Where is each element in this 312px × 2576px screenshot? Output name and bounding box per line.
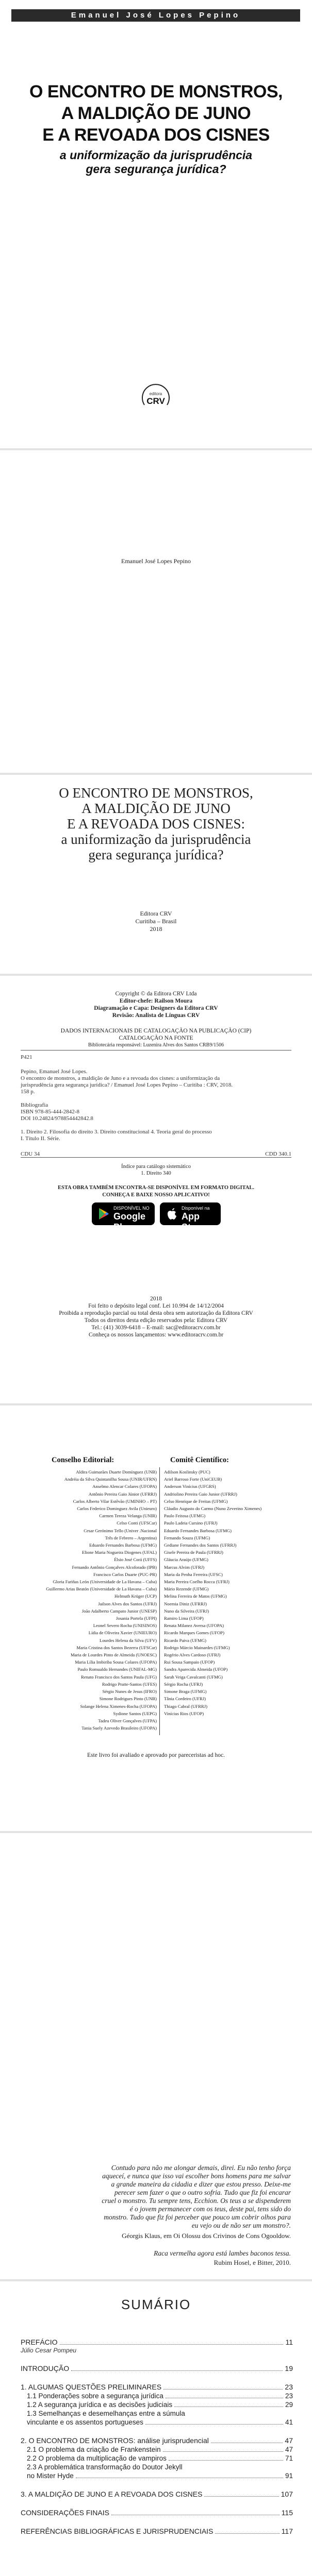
editorial-member: Tadeu Oliver Gonçalves (UFPA)	[98, 1718, 157, 1723]
title-page	[0, 775, 312, 974]
editorial-member: Guillermo Arias Beatón (Universidade de La Havana – Cuba)	[46, 1586, 157, 1592]
editorial-member: Rodrigo Pratte-Santos (UFES)	[102, 1681, 157, 1687]
scientific-member: Anderson Vinícius (UFGRS)	[164, 1484, 216, 1489]
footer-website: Conheça os nossos lançamentos: www.editoracrv.com.br	[88, 1332, 224, 1338]
title-place: Curitiba – Brasil	[135, 918, 177, 925]
editorial-member: Cesar Gerónimo Tello (Univer .Nacional	[84, 1528, 157, 1533]
editorial-member: Andréia da Silva Quintanilha Sousa (UNIR/UFRN)	[64, 1477, 157, 1482]
scientific-member: Thiago Cabral (UFRRJ)	[164, 1703, 207, 1709]
cip-body-line	[21, 1095, 291, 1102]
scientific-member: Rui Sousa Sampaio (UFOP)	[164, 1659, 215, 1665]
toc-entry-page: 23	[285, 2392, 293, 2400]
toc-entry-page: 47	[285, 2446, 293, 2453]
toc-entry-label: 1.1 Ponderações sobre a segurança jurídica	[27, 2392, 163, 2400]
cover-page	[0, 0, 312, 448]
cip-body-line: Pepino, Emanuel José Lopes.	[21, 1069, 88, 1075]
app-store-caption: Disponível na	[182, 1206, 210, 1211]
epigraph-page	[0, 1833, 312, 2279]
cip-body-line: jurisprudência gera segurança jurídica? / Emanuel José Lopes Pepino – Curitiba : CRV, 2018.	[21, 1082, 233, 1088]
half-title-author: Emanuel José Lopes Pepino	[121, 557, 191, 565]
footer-contact: Tel.: (41) 3039-6418 – E-mail: sac@editoracrv.com.br	[91, 1325, 221, 1331]
editorial-member: Jailson Alves dos Santos (UFRJ)	[98, 1601, 157, 1606]
editorial-member: Sydione Santos (UEPG)	[113, 1710, 157, 1716]
toc-entry[interactable]	[21, 2445, 293, 2454]
cip-body-line: ISBN 978-85-444-2842-8	[21, 1109, 79, 1115]
scientific-member: Sérgio Rocha (UFRJ)	[164, 1681, 203, 1687]
google-play-caption: DISPONÍVEL NO	[113, 1206, 150, 1211]
scientific-member: Paulo Feitosa (UFMG)	[164, 1513, 206, 1519]
toc-entry-page: 11	[285, 2338, 293, 2346]
toc-entry-page: 29	[285, 2401, 293, 2409]
cover-title-line-1: O ENCONTRO DE MONSTROS,	[29, 82, 283, 101]
digital-line-2: CONHEÇA E BAIXE NOSSO APLICATIVO!	[102, 1192, 210, 1198]
toc-entry-label: PREFÁCIO	[21, 2338, 58, 2346]
toc-entry-page: 107	[281, 2490, 293, 2498]
copyright-line-3: Diagramação e Capa: Designers da Editora CRV	[94, 1005, 218, 1011]
index-line-1: Índice para catálogo sistemático	[121, 1164, 191, 1170]
copyright-line-4: Revisão: Analista de Línguas CRV	[112, 1012, 200, 1019]
toc-entry[interactable]	[21, 2383, 293, 2392]
cip-body-line: 158 p.	[21, 1089, 35, 1095]
scientific-member: Adilson Koslinsky (PUC)	[164, 1469, 210, 1475]
logo-top-text: editora	[149, 392, 162, 396]
scientific-member: Eduardo Fernandes Barbosa (UFMG)	[164, 1528, 232, 1533]
summary-title: SUMÁRIO	[121, 2297, 191, 2312]
scientific-member: Ricardo Paiva (UFMG)	[164, 1637, 207, 1643]
editorial-member: Simone Rodrigues Pinto (UNB)	[99, 1696, 157, 1702]
title-line-5: gera segurança jurídica?	[88, 847, 224, 862]
scientific-committee-list	[164, 1468, 288, 1717]
scientific-member: Celso Henrique de Freitas (UFMG)	[164, 1498, 228, 1504]
toc-entry-label: INTRODUÇÃO	[21, 2364, 70, 2372]
toc-entry-label: 1. ALGUMAS QUESTÕES PRELIMINARES	[21, 2383, 162, 2391]
editorial-member: Elione Maria Nogueira Diogenes (UFAL)	[81, 1550, 157, 1555]
toc-entry-page: 117	[281, 2527, 293, 2535]
author-band: Emanuel José Lopes Pepino	[11, 9, 300, 22]
scientific-member: Gisele Pereira de Paula (UFRRJ)	[164, 1550, 223, 1555]
editorial-member: Helmuth Krüger (UCP)	[114, 1594, 157, 1599]
editorial-member: Aldira Guimarães Duarte Domínguez (UNB)	[76, 1469, 157, 1475]
editorial-member: Três de Febrero – Argentina)	[105, 1535, 157, 1540]
toc-entry-author: Júlio Cesar Pompeu	[21, 2347, 77, 2354]
scientific-member: Melina Ferreira de Matos (UFMG)	[164, 1594, 227, 1599]
editorial-member: Anselmo Alencar Colares (UFOPA)	[92, 1484, 157, 1489]
cip-body-line: I. Título II. Série.	[21, 1136, 60, 1142]
toc-entry[interactable]	[21, 2509, 293, 2517]
toc-entry-label: 2.1 O problema da criação de Frankenstein	[27, 2446, 161, 2453]
scientific-committee-title: Comitê Científico:	[170, 1456, 229, 1464]
google-play-icon	[97, 1207, 110, 1221]
editorial-member: Lídia de Oliveira Xavier (UNIEURO)	[88, 1630, 157, 1636]
cip-title: DADOS INTERNACIONAIS DE CATALOGAÇÃO NA PUBLICAÇÃO (CIP)	[60, 1028, 252, 1034]
toc-entry-page: 115	[281, 2509, 293, 2517]
cover-title-line-3: E A REVOADA DOS CISNES	[42, 125, 270, 145]
title-year: 2018	[150, 925, 162, 933]
editorial-member: Francisco Carlos Duarte (PUC-PR)	[93, 1571, 157, 1577]
toc-entry[interactable]	[21, 2490, 293, 2499]
toc-entry[interactable]	[21, 2400, 293, 2409]
scientific-member: Gláucia Araújo (UFMG)	[164, 1557, 208, 1563]
google-play-button[interactable]	[92, 1202, 155, 1232]
toc-entry[interactable]	[21, 2418, 293, 2427]
epigraph-line: perecer sem fazer o que o outro sofria. Tudo que fiz foi encarar	[114, 2189, 291, 2196]
toc-entry-page: 91	[285, 2472, 293, 2480]
scientific-member: Rogério Alves Cardoso (UFRJ)	[164, 1652, 221, 1658]
editorial-member: Eduardo Fernandes Barbosa (UFMG)	[89, 1543, 157, 1548]
cip-body-line: 1. Direito 2. Filosofia do direito 3. Direito constitucional 4. Teoria geral do processo	[21, 1129, 212, 1135]
index-line-2: 1. Direito 340	[141, 1171, 171, 1176]
scientific-member: Cláudio Augusto do Carmo (Nuno Zeverino Ximenes)	[164, 1506, 262, 1512]
cip-body-line: DOI 10.24824/978854442842.8	[21, 1115, 93, 1122]
toc-entry[interactable]	[21, 2364, 293, 2373]
editorial-council-title: Conselho Editorial:	[52, 1456, 114, 1464]
cover-title-line-2: A MALDIÇÃO DE JUNO	[61, 104, 251, 123]
epigraph-source-2: Rubim Hosel, e Bitter, 2010.	[214, 2259, 291, 2266]
cip-cdd: CDD 340.1	[265, 1151, 291, 1157]
toc-entry-label: 2. O ENCONTRO DE MONSTROS: análise jurisprudencial	[21, 2436, 209, 2445]
toc-entry-page: 71	[285, 2454, 293, 2462]
scientific-member: Simone Braga (UFMG)	[164, 1689, 207, 1694]
editorial-member: Maria Lília Imbiriba Sousa Colares (UFOPA)	[75, 1659, 157, 1665]
scientific-member: Marcus Alvim (UFRJ)	[164, 1564, 205, 1570]
toc-entry[interactable]	[21, 2527, 293, 2536]
cip-cdu: CDU 34	[21, 1151, 40, 1157]
toc-entry-label: 2.3 A problemática transformação do Doutor Jekyll	[27, 2463, 183, 2471]
council-page	[0, 1405, 312, 1831]
toc-entry-label: 3. A MALDIÇÃO DE JUNO E A REVOADA DOS CISNES	[21, 2490, 203, 2498]
toc-entry[interactable]	[21, 2409, 293, 2418]
toc-entry-label: 1.2 A segurança jurídica e as decisões judiciais	[27, 2401, 173, 2409]
scientific-member: Rodrigo Márcio Mainardes (UFMG)	[164, 1645, 230, 1650]
app-store-button[interactable]	[160, 1202, 221, 1232]
editorial-member: Tania Suely Azevedo Brasileiro (UFOPA)	[81, 1725, 157, 1731]
editorial-member: Solange Helena Ximenes-Rocha (UFOPA)	[80, 1703, 157, 1709]
scientific-member: Renata Milanez Aversa (UFOPA)	[164, 1623, 224, 1629]
review-note: Este livro foi avaliado e aprovado por pareceristas ad hoc.	[87, 1752, 225, 1758]
title-line-3: E A REVOADA DOS CISNES:	[67, 816, 245, 832]
footer-rights: Todos os direitos desta edição reservados pela: Editora CRV	[84, 1317, 228, 1324]
toc-entry-page: 41	[285, 2418, 293, 2426]
toc-entry-label: CONSIDERAÇÕES FINAIS	[21, 2509, 109, 2517]
epigraph-line: Contudo para não me alongar demais, direi. Eu não tenho força	[111, 2164, 291, 2172]
copyright-line-1: Copyright © da Editora CRV Ltda	[115, 991, 197, 997]
scientific-member: Fernando Souza (UFMG)	[164, 1535, 210, 1540]
title-publisher: Editora CRV	[140, 910, 172, 917]
scientific-member: Sandra Aparecida Almeida (UFOP)	[164, 1667, 228, 1672]
epigraph-line: cruel o monstro. Tu sempre tens, Ecchion. Os teus a se dispenderem	[102, 2197, 291, 2205]
toc-entry-page: 19	[285, 2364, 293, 2372]
toc-entry-label: REFERÊNCIAS BIBLIOGRÁFICAS E JURISPRUDENCIAIS	[21, 2527, 214, 2535]
editorial-member: Élsio José Corá (UFFS)	[114, 1557, 157, 1563]
cip-librarian: Bibliotecária responsável: Luzenira Alves dos Santos CRB9/1506	[88, 1042, 224, 1048]
scientific-member: Mário Rezende (UFMG)	[164, 1586, 209, 1592]
toc-entry-label: 2.2 O problema da multiplicação de vampiros	[27, 2454, 167, 2462]
scientific-member: Gediane Fernandes dos Santos (UFRRJ)	[164, 1543, 237, 1548]
editorial-member: Lourdes Helena da Silva (UFV)	[100, 1637, 157, 1643]
scientific-member: Noemia Diniz (UFRRJ)	[164, 1601, 207, 1606]
toc-entry[interactable]	[21, 2463, 293, 2471]
epigraph-line: aqueceí, e nunca que isso vai escolher bons homens para me salvar	[102, 2172, 291, 2180]
toc-entry[interactable]	[21, 2338, 293, 2347]
title-line-2: A MALDIÇÃO DE JUNO	[81, 801, 231, 816]
digital-line-1: ESTA OBRA TAMBÉM ENCONTRA-SE DISPONÍVEL EM FORMATO DIGITAL.	[58, 1185, 254, 1191]
app-store-label: App Store	[182, 1211, 206, 1232]
editorial-member: Fernando Antônio Gonçalves Alcoforado (IPB)	[72, 1564, 157, 1570]
editorial-member: Gloria Fariñas León (Universidade de La Havana – Cuba)	[53, 1579, 157, 1585]
toc-entry-label: 1.3 Semelhanças e desemelhanças entre a súmula	[27, 2410, 185, 2417]
editorial-member: Renato Francisco dos Santos Paula (UFG)	[81, 1674, 157, 1680]
scientific-member: Ariel Barroso Forte (UniCEUB)	[164, 1477, 222, 1482]
editorial-council-list	[40, 1468, 157, 1732]
footer-legal-deposit: Foi feito o depósito legal conf. Lei 10.994 de 14/12/2004	[88, 1303, 224, 1309]
summary-page	[0, 2281, 312, 2576]
editorial-member: Carlos Alberto Vilar Estêvão (UMINHO – PT)	[73, 1498, 157, 1504]
cip-subtitle: CATALOGAÇÃO NA FONTE	[119, 1035, 193, 1041]
editorial-member: Celso Conti (UFSCar)	[117, 1520, 157, 1526]
apple-icon	[165, 1207, 178, 1221]
epigraph-line: monstro. Tudo que fiz foi perceber que pouco um cobrir olhos para	[104, 2213, 291, 2221]
table-of-contents	[21, 2338, 293, 2536]
cip-body-line: Bibliografia	[21, 1102, 48, 1108]
editorial-member: Sérgio Nunes de Jesus (IFRO)	[102, 1689, 157, 1694]
epigraph-source-1: Géorgis Klaus, em Oi Olossu dos Crivinos de Cons Ogooldow.	[122, 2232, 291, 2240]
scientific-member: Paulo Ladeia Cursino (UFRJ)	[164, 1520, 218, 1526]
toc-entry[interactable]	[21, 2392, 293, 2400]
cover-subtitle-line-2: gera segurança jurídica?	[86, 162, 226, 176]
copyright-page	[0, 976, 312, 1403]
scientific-member: Ricardo Marques Gomes (UFOP)	[164, 1630, 225, 1636]
epigraph-quote-2: Raca vermelha agora está lambes baconos tessa.	[154, 2249, 291, 2257]
epigraph-line: eu vejo ou de não ser um monstro?.	[191, 2222, 291, 2229]
editorial-member: Leonel Severo Rocha (UNISINOS)	[93, 1623, 157, 1629]
editorial-member: Paulo Romualdo Hernandes (UNIFAL-MG)	[77, 1667, 157, 1672]
scientific-member: Vinícius Rios (UFOP)	[164, 1710, 204, 1716]
editorial-member: Antônio Pereira Gaio Júnior (UFRRJ)	[88, 1491, 157, 1497]
epigraph-line: é o jovem permanecer com os teus, deste pai, tens sido do	[129, 2205, 291, 2213]
scientific-member: Nuno da Silveira (UFRJ)	[164, 1608, 209, 1614]
editorial-member: João Adalberto Campato Junior (UNESP)	[81, 1608, 157, 1614]
cip-code: P421	[21, 1054, 32, 1060]
editorial-member: Carlos Federico Dominguez Avila (Unieuro)	[77, 1506, 157, 1512]
scientific-member: Maria Pereira Coelho Rocca (UFRJ)	[164, 1579, 229, 1585]
toc-entry-label: vinculante e os assentos portugueses	[27, 2418, 143, 2426]
epigraph-line: a grande maneira da cidadia e dizer que estou presso. Deixe-me	[111, 2180, 291, 2188]
scientific-member: Sarah Veiga Cavalcanti (UFMG)	[164, 1674, 223, 1680]
cip-body-line: O encontro de monstros, a maldição de Juno e a revoada dos cisnes: a uniformização da	[21, 1075, 220, 1081]
toc-entry-label: no Mister Hyde	[27, 2472, 74, 2480]
toc-entry-page: 47	[285, 2436, 293, 2445]
toc-entry[interactable]	[21, 2471, 293, 2480]
scientific-member: Ramiro Lima (UFOP)	[164, 1616, 204, 1621]
epigraph-quote-1	[52, 2164, 291, 2230]
logo-main-text: CRV	[146, 396, 165, 406]
copyright-line-2: Editor-chefe: Railson Moura	[119, 998, 193, 1004]
editorial-member: Carmen Tereza Velanga (UNIR)	[99, 1513, 157, 1519]
scientific-member: Maria da Penha Ferreira (UFSC)	[164, 1571, 223, 1577]
title-line-4: a uniformização da jurisprudência	[61, 832, 251, 847]
editorial-member: Maria de Lourdes Pinto de Almeida (UNOESC)	[71, 1652, 157, 1658]
footer-reproduction: Proibida a reprodução parcial ou total desta obra sem autorização da Editora CRV	[59, 1310, 253, 1316]
toc-entry[interactable]	[21, 2454, 293, 2463]
toc-entry[interactable]	[21, 2436, 293, 2445]
half-title-page	[0, 450, 312, 773]
scientific-member: Tânia Cordeiro (UFRJ)	[164, 1696, 206, 1702]
google-play-label: Google Play	[113, 1211, 145, 1232]
title-line-1: O ENCONTRO DE MONSTROS,	[59, 785, 253, 801]
toc-entry-page: 23	[285, 2383, 293, 2391]
cip-body	[21, 1069, 291, 1142]
footer-year: 2018	[150, 1296, 162, 1302]
crv-logo-icon	[138, 381, 173, 416]
cip-body-line	[21, 1122, 291, 1129]
scientific-member: Andriolino Pereira Gaio Junior (UFRRJ)	[164, 1491, 237, 1497]
editorial-member: Maria Cristina dos Santos Bezerra (UFSCar)	[76, 1645, 157, 1650]
editorial-member: Josania Portela (UFPI)	[116, 1616, 157, 1621]
cover-subtitle-line-1: a uniformização da jurisprudência	[59, 148, 253, 162]
